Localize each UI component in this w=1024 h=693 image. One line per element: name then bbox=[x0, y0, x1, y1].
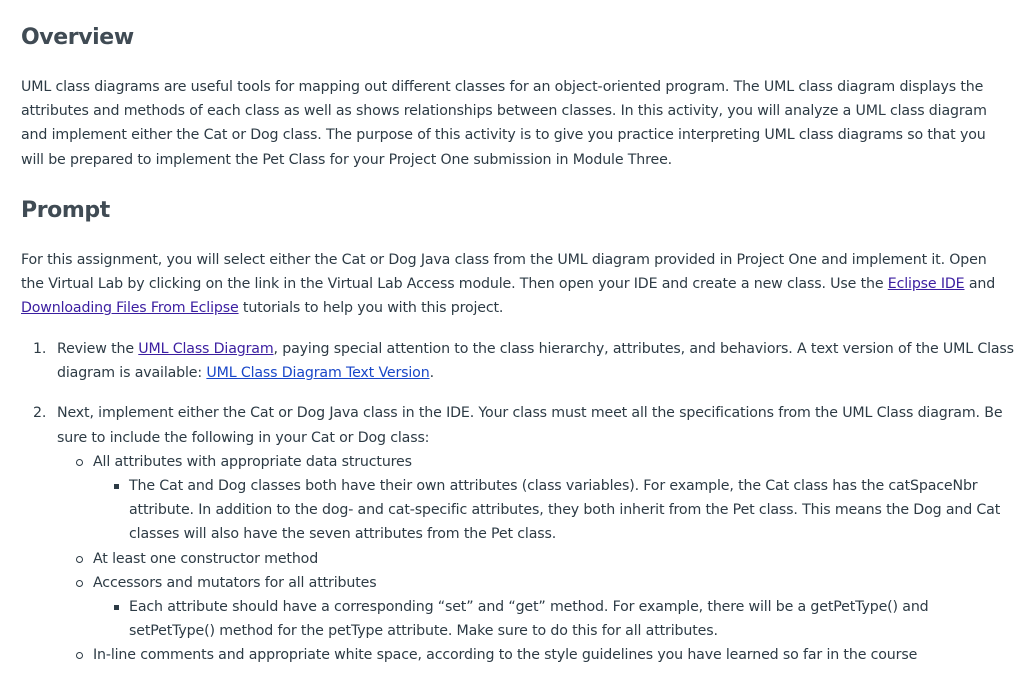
step-2 bbox=[33, 401, 1016, 667]
prompt-intro-and: and bbox=[964, 276, 996, 293]
requirements-list bbox=[57, 450, 1016, 668]
list-item bbox=[93, 643, 1016, 667]
sub-list bbox=[93, 595, 1016, 643]
step-number: 1. bbox=[33, 341, 47, 357]
step-number: 2. bbox=[33, 405, 47, 422]
overview-paragraph: UML class diagrams are useful tools for mapping out different classes for an object-oriented program. The UML class diagram displays the attributes and methods of each class as well as shows relationships between classes. In this activity, you will analyze a UML class diagram and implement either the Cat or Dog class. The purpose of this activity is to give you practice interpreting UML class diagrams so that you will be prepared to implement the Pet Class for your Project One submission in Module Three. bbox=[21, 79, 987, 168]
step-1-text-middle: , paying special attention to the class hierarchy, attributes, and behaviors. A text version of the UML Class diagram is available: bbox=[57, 341, 1014, 382]
list-item bbox=[93, 450, 1016, 547]
step-1-text: Review the bbox=[57, 341, 139, 357]
requirement-attributes: All attributes with appropriate data structures bbox=[93, 453, 412, 470]
uml-text-version-link[interactable]: UML Class Diagram Text Version bbox=[206, 365, 430, 382]
prompt-heading: Prompt bbox=[21, 198, 110, 223]
prompt-intro-paragraph bbox=[21, 248, 1006, 321]
prompt-intro-text: For this assignment, you will select either the Cat or Dog Java class from the UML diagram provided in Project One and implement it. Open the Virtual Lab by clicking on the link in the Virtual Lab Access module. Then open your IDE and create a new class. Use the bbox=[21, 252, 987, 293]
eclipse-ide-link[interactable]: Eclipse IDE bbox=[887, 276, 965, 293]
requirement-comments: In-line comments and appropriate white space, according to the style guidelines you have learned so far in the course bbox=[93, 647, 918, 664]
step-2-text: Next, implement either the Cat or Dog Java class in the IDE. Your class must meet all the specifications from the UML Class diagram. Be sure to include the following in your Cat or Dog class: bbox=[57, 405, 1003, 446]
uml-class-diagram-link[interactable]: UML Class Diagram bbox=[138, 341, 274, 357]
sub-list bbox=[93, 474, 1016, 547]
overview-heading: Overview bbox=[21, 25, 134, 50]
requirement-constructor: At least one constructor method bbox=[93, 550, 319, 567]
list-item: Each attribute should have a corresponding “set” and “get” method. For example, there will be a getPetType() and setPetType() method for the petType attribute. Make sure to do this for all attributes. bbox=[129, 595, 1016, 643]
list-item bbox=[93, 571, 1016, 644]
list-item bbox=[93, 547, 1016, 571]
list-item: The Cat and Dog classes both have their own attributes (class variables). For example, the Cat class has the catSpaceNbr attribute. In addition to the dog- and cat-specific attributes, they both inherit from the Pet class. This means the Dog and Cat classes will also have the seven attributes from the Pet class. bbox=[129, 474, 1016, 547]
step-1 bbox=[33, 337, 1016, 385]
downloading-files-link[interactable]: Downloading Files From Eclipse bbox=[21, 300, 239, 317]
prompt-intro-tail: tutorials to help you with this project. bbox=[238, 300, 504, 317]
step-1-period: . bbox=[429, 365, 434, 382]
steps-list bbox=[21, 337, 1016, 684]
requirement-accessors: Accessors and mutators for all attributes bbox=[93, 574, 377, 591]
